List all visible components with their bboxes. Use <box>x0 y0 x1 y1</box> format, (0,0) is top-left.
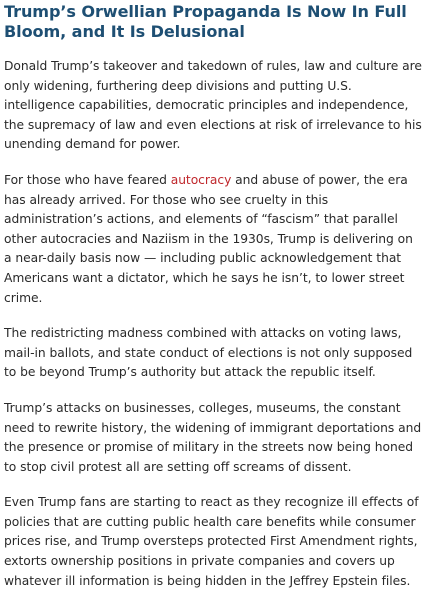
article-paragraph-2 <box>4 171 422 308</box>
article-paragraph-1: Donald Trump’s takeover and takedown of rules, law and culture are only widening, furthering deep divisions and putting U.S. intelligence capabilities, democratic principles and independence, the supremacy of law and even elections at risk of irrelevance to his unending demand for power. <box>4 59 422 152</box>
article-paragraph-3: The redistricting madness combined with attacks on voting laws, mail-in ballots, and state conduct of elections is not only supposed to be beyond Trump’s authority but attack the republic itself. <box>4 326 413 380</box>
article <box>0 2 426 591</box>
paragraph-2-text-before-link: For those who have feared <box>4 172 171 187</box>
article-paragraph-4: Trump’s attacks on businesses, colleges, museums, the constant need to rewrite history, the widening of immigrant deportations and the presence or promise of military in the streets now being honed to stop civil protest all are setting off screams of dissent. <box>4 400 422 474</box>
autocracy-link[interactable]: autocracy <box>170 172 232 187</box>
paragraph-2-text-after-link: and abuse of power, the era has already arrived. For those who see cruelty in this administration’s actions, and elements of “fascism” that parallel other autocracies and Naziism in the 1930s, Trump is delivering on a near-daily basis now — including public acknowledgement that Americans want a dictator, which he says he isn’t, to lower street crime. <box>4 172 413 305</box>
article-headline: Trump’s Orwellian Propaganda Is Now In Full Bloom, and It Is Delusional <box>4 2 407 41</box>
article-paragraph-5: Even Trump fans are starting to react as they recognize ill effects of policies that are cutting public health care benefits while consumer prices rise, and Trump oversteps protected First Amendment rights, extorts ownership positions in private companies and covers up whatever ill information is being hidden in the Jeffrey Epstein files. <box>4 495 419 588</box>
